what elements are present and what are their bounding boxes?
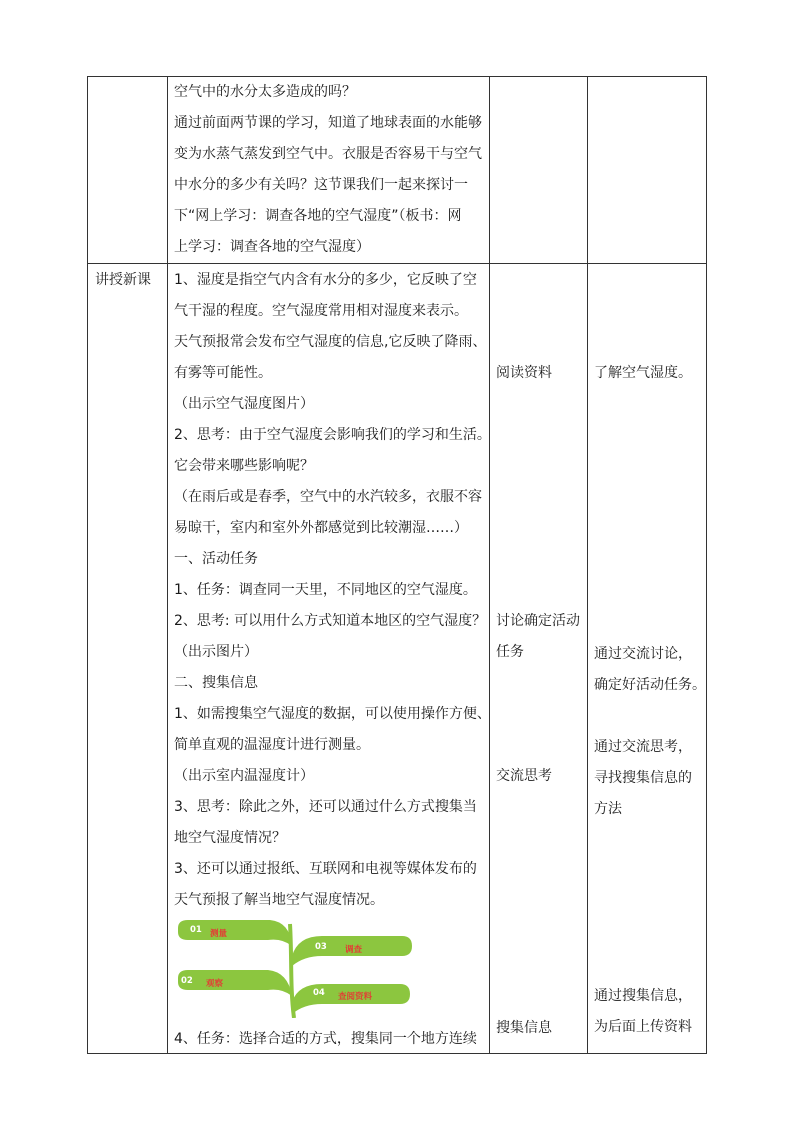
design-intent: 确定好活动任务。 [594, 677, 706, 693]
row2-content-line: 1、如需搜集空气湿度的数据，可以使用操作方便、 [174, 706, 491, 722]
row2-content-line: 1、任务：调查同一天里，不同地区的空气湿度。 [174, 582, 477, 598]
infographic-svg [172, 918, 417, 1018]
design-intent: 为后面上传资料 [594, 1019, 692, 1035]
item-01-number: 01 [190, 925, 202, 935]
row2-content-line: 2、思考：由于空气湿度会影响我们的学习和生活。 [174, 427, 491, 443]
row2-content-line: 3、还可以通过报纸、互联网和电视等媒体发布的 [174, 861, 477, 877]
student-activity: 阅读资料 [496, 365, 552, 381]
row2-content-line: 1、湿度是指空气内含有水分的多少，它反映了空 [174, 272, 477, 288]
row1-content-line: 变为水蒸气蒸发到空气中。衣服是否容易干与空气 [174, 146, 482, 162]
row2-content-line: 一、活动任务 [174, 551, 258, 567]
row2-content-line: （出示室内温湿度计） [174, 768, 314, 784]
table-right-border [706, 76, 707, 1054]
student-activity: 搜集信息 [496, 1020, 552, 1036]
design-intent: 通过搜集信息， [594, 988, 692, 1004]
design-intent: 了解空气湿度。 [594, 365, 692, 381]
row2-content-line: 天气预报常会发布空气湿度的信息,它反映了降雨、 [174, 334, 487, 350]
leaf-02 [178, 970, 292, 996]
item-02-label: 观察 [206, 979, 224, 989]
row2-content-line: 易晾干，室内和室外外都感觉到比较潮湿……） [174, 520, 468, 536]
table-left-border [87, 76, 88, 1054]
student-activity: 交流思考 [496, 768, 552, 784]
row2-content-line: （出示图片） [174, 644, 258, 660]
row2-content-line: 地空气湿度情况？ [174, 830, 286, 846]
row2-content-line: 简单直观的温湿度计进行测量。 [174, 737, 370, 753]
row2-content-line: （在雨后或是春季，空气中的水汽较多，衣服不容 [174, 489, 482, 505]
row2-content-line: 3、思考：除此之外，还可以通过什么方式搜集当 [174, 799, 477, 815]
row1-content-line: 空气中的水分太多造成的吗？ [174, 84, 356, 100]
item-03-number: 03 [315, 942, 327, 952]
row2-content-line: 有雾等可能性。 [174, 365, 272, 381]
item-04-number: 04 [313, 988, 325, 998]
design-intent: 通过交流讨论， [594, 646, 692, 662]
table-col-divider-3 [587, 76, 588, 1054]
item-02-number: 02 [181, 976, 193, 986]
student-activity: 讨论确定活动 [496, 613, 580, 629]
row2-content-line: 天气预报了解当地空气湿度情况。 [174, 892, 384, 908]
item-03-label: 调查 [345, 945, 363, 955]
item-01-label: 测量 [210, 929, 228, 939]
design-intent: 方法 [594, 801, 622, 817]
row2-content-line: （出示空气湿度图片） [174, 396, 314, 412]
student-activity: 任务 [496, 644, 524, 660]
row2-content-last-line: 4、任务：选择合适的方式，搜集同一个地方连续 [174, 1031, 477, 1047]
design-intent: 通过交流思考， [594, 739, 692, 755]
design-intent: 寻找搜集信息的 [594, 770, 692, 786]
table-row-divider [87, 263, 707, 264]
item-04-label: 查阅资料 [338, 992, 373, 1002]
table-col-divider-1 [167, 76, 168, 1054]
row1-content-line: 下“网上学习：调查各地的空气湿度”（板书：网 [174, 208, 462, 224]
stage-label: 讲授新课 [95, 272, 151, 288]
row2-content-line: 2、思考: 可以用什么方式知道本地区的空气湿度？ [174, 613, 487, 629]
row1-content-line: 上学习：调查各地的空气湿度） [174, 239, 370, 255]
methods-infographic [172, 918, 417, 1018]
row2-content-line: 它会带来哪些影响呢？ [174, 458, 314, 474]
table-col-divider-2 [489, 76, 490, 1054]
row2-content-line: 二、搜集信息 [174, 675, 258, 691]
row1-content-line: 通过前面两节课的学习，知道了地球表面的水能够 [174, 115, 482, 131]
row2-content-line: 气干湿的程度。空气湿度常用相对湿度来表示。 [174, 303, 468, 319]
row1-content-line: 中水分的多少有关吗？这节课我们一起来探讨一 [174, 177, 468, 193]
